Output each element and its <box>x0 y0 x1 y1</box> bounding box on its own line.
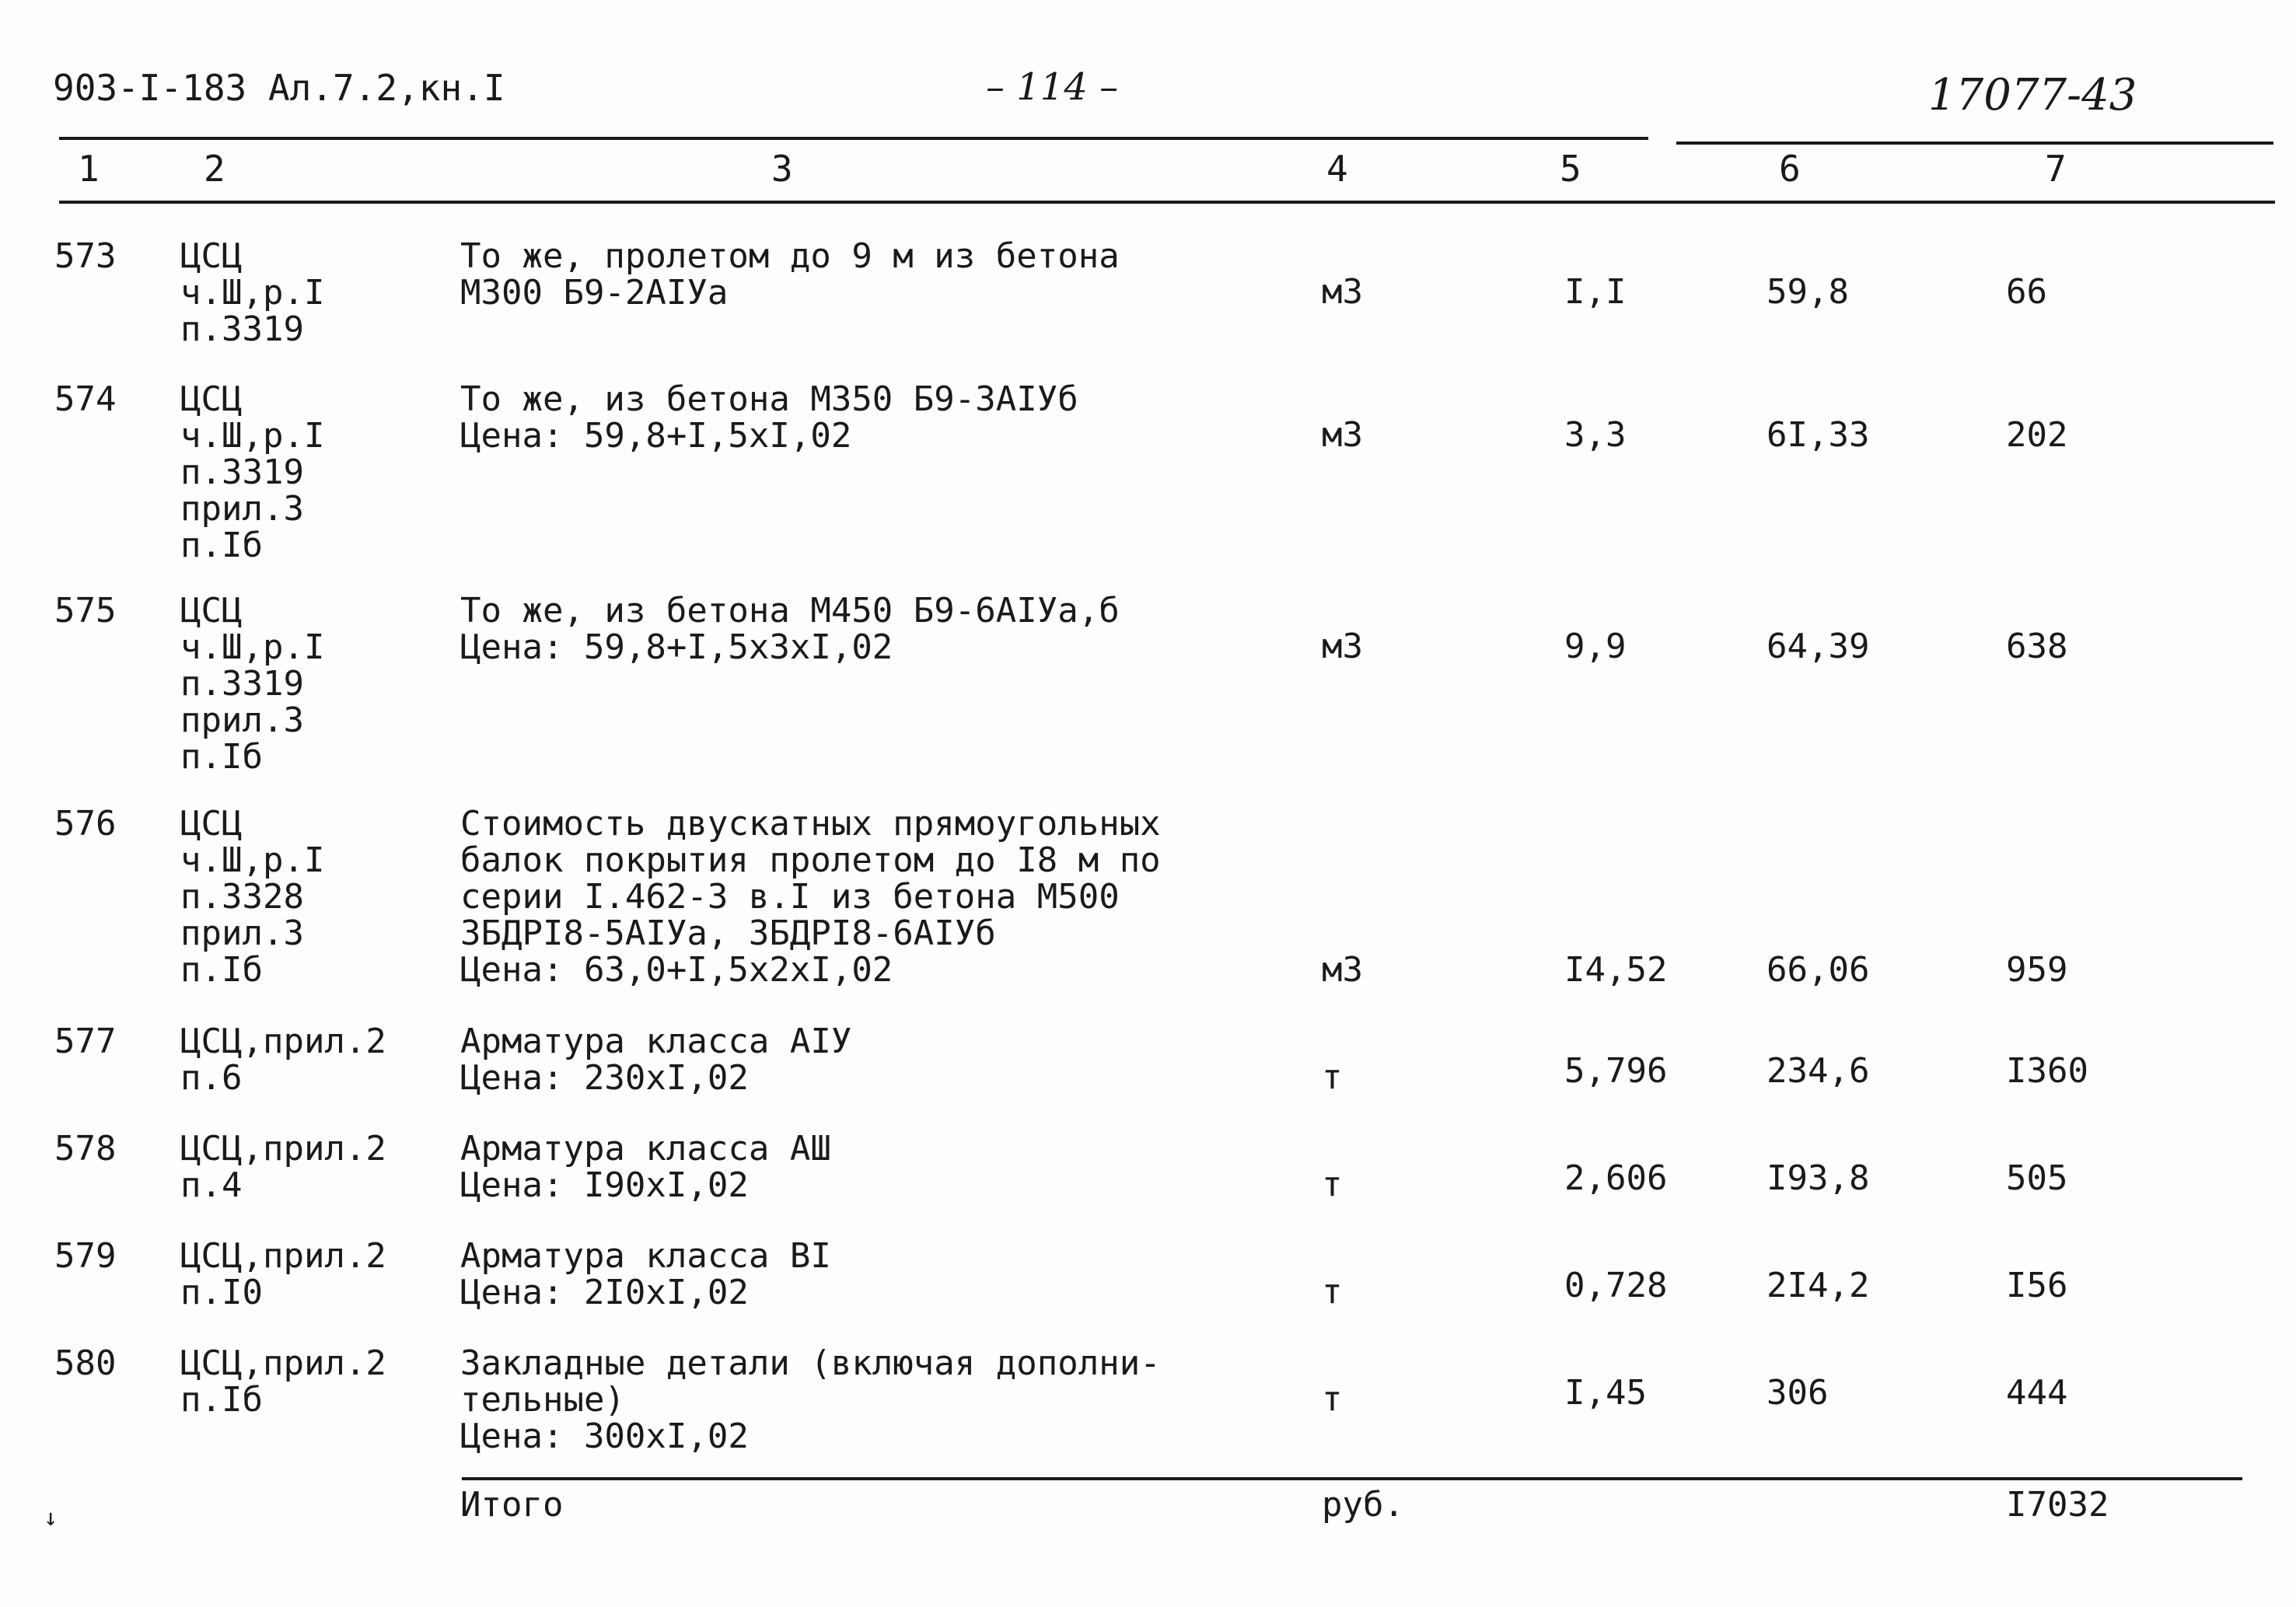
row-unit-price: I93,8 <box>1767 1158 1870 1198</box>
row-total: I56 <box>2006 1266 2068 1305</box>
row-unit: м3 <box>1322 272 1363 312</box>
row-unit: т <box>1322 1379 1343 1419</box>
column-number-2: 2 <box>204 148 225 190</box>
row-quantity: I4,52 <box>1564 950 1668 990</box>
column-number-7: 7 <box>2045 148 2067 190</box>
row-quantity: I,45 <box>1564 1373 1647 1413</box>
total-unit: руб. <box>1322 1485 1404 1525</box>
row-description: Стоимость двускатных прямоугольных балок покрытия пролетом до I8 м по серии I.462-3 в.I из бетона М500 3БДРI8-5АIУа, 3БДРI8-6АIУб Цена: 63,0+I,5х2хI,02 <box>460 804 1161 990</box>
row-quantity: 5,796 <box>1564 1051 1668 1091</box>
table-top-rule-right <box>1676 141 2273 145</box>
document-number: 17077-43 <box>1928 70 2137 121</box>
row-reference: ЦСЦ ч.Ш,р.I п.3328 прил.3 п.Iб <box>180 804 325 990</box>
row-unit: м3 <box>1322 950 1363 990</box>
row-unit-price: 2I4,2 <box>1767 1266 1870 1305</box>
column-number-6: 6 <box>1779 148 1801 190</box>
row-unit: т <box>1322 1057 1343 1097</box>
row-quantity: 2,606 <box>1564 1158 1668 1198</box>
row-total: I360 <box>2006 1051 2088 1091</box>
row-description: Арматура класса АШ Цена: I90хI,02 <box>460 1129 831 1205</box>
row-reference: ЦСЦ,прил.2 п.I0 <box>180 1236 386 1312</box>
row-quantity: I,I <box>1564 272 1627 312</box>
row-number: 573 <box>54 236 117 276</box>
row-number: 575 <box>54 591 117 631</box>
row-total: 959 <box>2006 950 2068 990</box>
row-unit: т <box>1322 1165 1343 1204</box>
row-unit: м3 <box>1322 627 1363 666</box>
row-total: 638 <box>2006 627 2068 666</box>
row-unit: т <box>1322 1272 1343 1312</box>
row-number: 576 <box>54 804 117 844</box>
total-rule <box>462 1477 2242 1480</box>
row-reference: ЦСЦ,прил.2 п.6 <box>180 1022 386 1098</box>
row-total: 66 <box>2006 272 2047 312</box>
row-number: 577 <box>54 1022 117 1061</box>
column-number-1: 1 <box>78 148 100 190</box>
column-number-5: 5 <box>1560 148 1581 190</box>
row-unit-price: 64,39 <box>1767 627 1870 666</box>
row-total: 505 <box>2006 1158 2068 1198</box>
row-description: То же, пролетом до 9 м из бетона М300 Б9-2АIУа <box>460 236 1120 313</box>
column-number-4: 4 <box>1326 148 1348 190</box>
total-label: Итого <box>460 1485 564 1525</box>
row-unit-price: 66,06 <box>1767 950 1870 990</box>
row-number: 574 <box>54 379 117 419</box>
row-unit-price: 306 <box>1767 1373 1829 1413</box>
page-number: – 114 – <box>986 65 1119 109</box>
row-reference: ЦСЦ,прил.2 п.Iб <box>180 1343 386 1420</box>
total-value: I7032 <box>2006 1485 2109 1525</box>
row-description: Арматура класса ВI Цена: 2I0хI,02 <box>460 1236 831 1312</box>
row-quantity: 9,9 <box>1564 627 1627 666</box>
table-header-rule <box>59 201 2275 204</box>
row-description: То же, из бетона М350 Б9-3АIУб Цена: 59,8+I,5хI,02 <box>460 379 1078 456</box>
row-total: 444 <box>2006 1373 2068 1413</box>
row-reference: ЦСЦ ч.Ш,р.I п.3319 <box>180 236 325 349</box>
row-number: 578 <box>54 1129 117 1169</box>
row-unit: м3 <box>1322 415 1363 455</box>
row-unit-price: 6I,33 <box>1767 415 1870 455</box>
row-total: 202 <box>2006 415 2068 455</box>
row-unit-price: 59,8 <box>1767 272 1849 312</box>
row-description: Закладные детали (включая дополни- тельные) Цена: 300хI,02 <box>460 1343 1161 1456</box>
row-description: То же, из бетона М450 Б9-6АIУа,б Цена: 59,8+I,5х3хI,02 <box>460 591 1120 667</box>
margin-mark: ↓ <box>44 1504 58 1532</box>
document-code: 903-I-183 Ал.7.2,кн.I <box>53 67 505 109</box>
row-reference: ЦСЦ ч.Ш,р.I п.3319 прил.3 п.Iб <box>180 591 325 777</box>
row-quantity: 0,728 <box>1564 1266 1668 1305</box>
table-top-rule-left <box>59 137 1648 140</box>
row-unit-price: 234,6 <box>1767 1051 1870 1091</box>
row-reference: ЦСЦ,прил.2 п.4 <box>180 1129 386 1205</box>
row-number: 580 <box>54 1343 117 1383</box>
row-number: 579 <box>54 1236 117 1276</box>
row-description: Арматура класса АIУ Цена: 230хI,02 <box>460 1022 852 1098</box>
column-number-3: 3 <box>771 148 793 190</box>
row-quantity: 3,3 <box>1564 415 1627 455</box>
row-reference: ЦСЦ ч.Ш,р.I п.3319 прил.3 п.Iб <box>180 379 325 565</box>
